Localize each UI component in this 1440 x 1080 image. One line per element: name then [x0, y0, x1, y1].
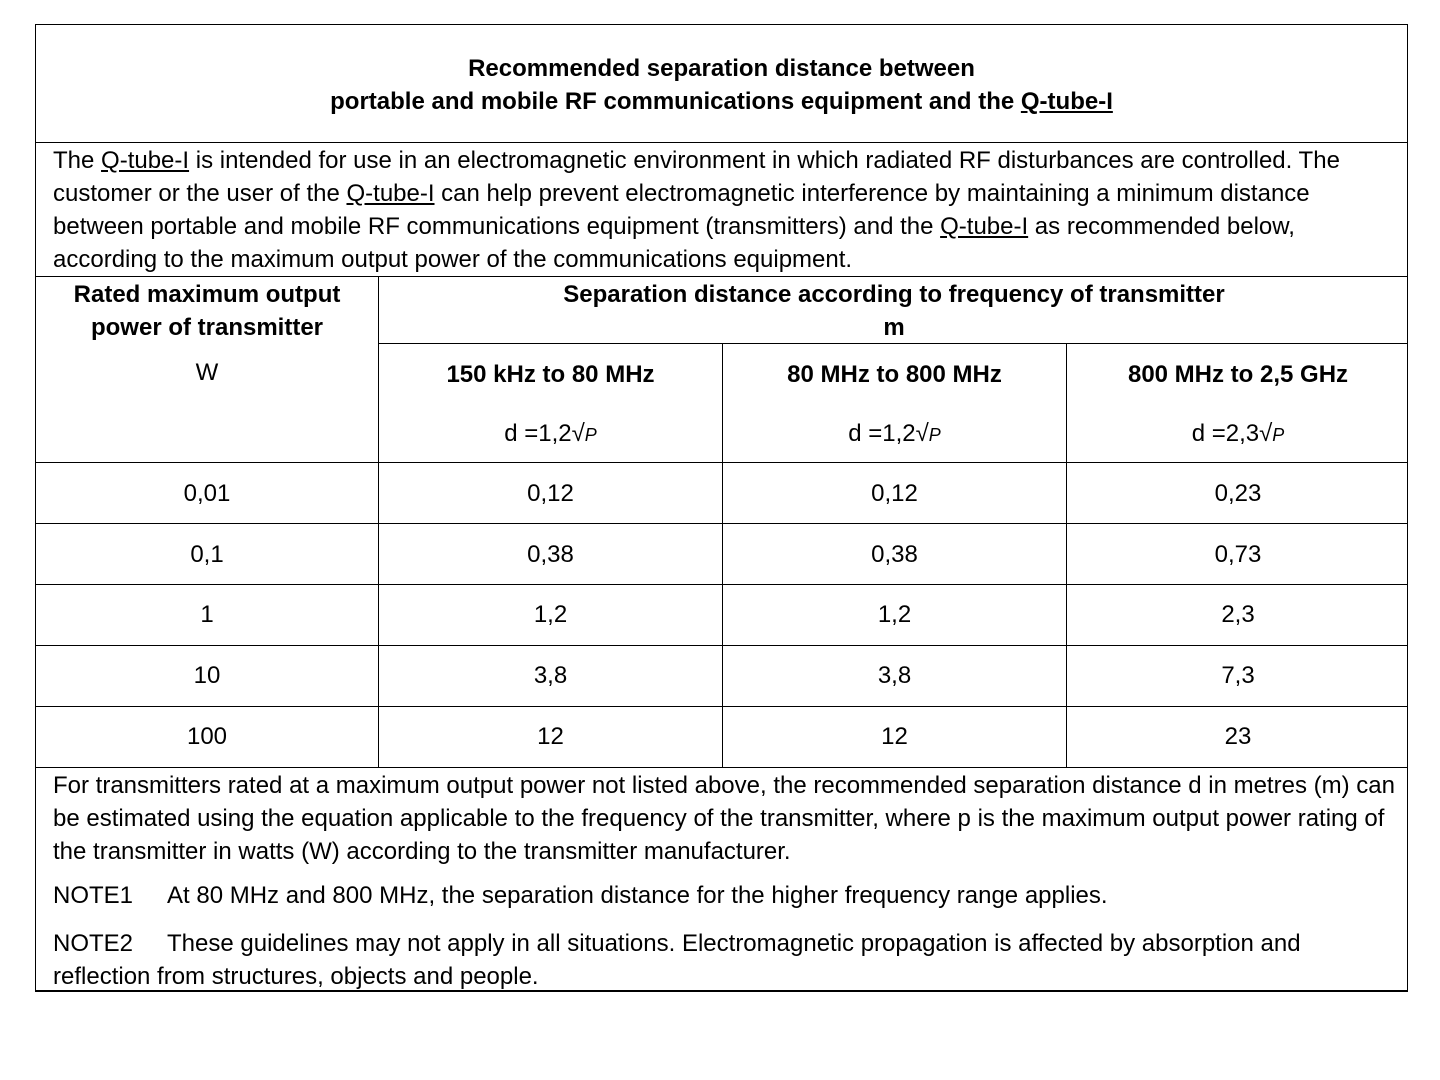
divider	[36, 142, 1407, 143]
distance-cell-band-2: 0,12	[871, 480, 918, 507]
distance-cell-band-1: 1,2	[533, 601, 568, 628]
note-2-text: These guidelines may not apply in all situations. Electromagnetic propagation is affected by absorption and reflection from structures, objects and people.	[53, 930, 1301, 990]
distance-cell-band-3: 23	[1224, 723, 1252, 750]
intro-paragraph	[53, 144, 1395, 276]
distance-cell-band-3: 0,73	[1214, 541, 1262, 568]
title-device-name: Q-tube-I	[1020, 88, 1113, 115]
sqrt-symbol: √	[571, 420, 585, 447]
distance-cell-band-1: 0,12	[527, 480, 574, 507]
distance-cell-band-3: 7,3	[1221, 662, 1255, 689]
power-cell: 0,1	[190, 541, 224, 568]
divider	[36, 767, 1407, 768]
title-line-2-text: portable and mobile RF communications equipment and the	[330, 88, 1021, 115]
power-variable: P	[1272, 425, 1285, 445]
formula-prefix: d =1,2	[848, 420, 916, 447]
band-3-label: 800 MHz to 2,5 GHz	[1127, 361, 1349, 388]
power-cell: 100	[186, 723, 228, 750]
distance-cell-band-3: 2,3	[1221, 601, 1255, 628]
distance-group-header: Separation distance according to frequency of transmitter	[563, 281, 1225, 308]
power-variable: P	[584, 425, 597, 445]
distance-cell-band-3: 0,23	[1214, 480, 1262, 507]
band-1-formula	[379, 417, 722, 452]
column-divider	[1066, 343, 1067, 767]
formula-prefix: d =2,3	[1191, 420, 1260, 447]
distance-cell-band-2: 1,2	[877, 601, 912, 628]
column-divider	[378, 276, 379, 767]
separation-distance-table-document	[35, 24, 1408, 992]
intro-device-3: Q-tube-I	[940, 213, 1029, 240]
intro-text-3: can help prevent electromagnetic interference by maintaining a minimum distance between portable and mobile RF communications equipment (transmitters) and the	[53, 180, 1310, 240]
sqrt-symbol: √	[915, 420, 929, 447]
power-cell: 1	[200, 601, 214, 628]
formula-prefix: d =1,2	[504, 420, 572, 447]
power-cell: 0,01	[183, 480, 231, 507]
intro-device-2: Q-tube-I	[346, 180, 435, 207]
title-line-1: Recommended separation distance between	[468, 55, 975, 82]
distance-cell-band-1: 12	[537, 723, 564, 750]
distance-unit: m	[883, 314, 905, 341]
distance-cell-band-1: 0,38	[527, 541, 574, 568]
band-2-formula	[723, 417, 1066, 452]
band-3-formula	[1067, 417, 1409, 452]
note-1-label: NOTE1	[53, 882, 134, 909]
intro-text-4: as recommended below, according to the maximum output power of the communications equipment.	[53, 213, 1295, 273]
footer-paragraph: For transmitters rated at a maximum output power not listed above, the recommended separation distance d in metres (m) can be estimated using the equation applicable to the frequency of the transmitter, where p is the maximum output power rating of the transmitter in watts (W) according to the transmitter manufacturer.	[53, 772, 1395, 865]
title-line-2	[36, 85, 1407, 118]
power-cell: 10	[193, 662, 221, 689]
column-divider	[722, 343, 723, 767]
distance-cell-band-1: 3,8	[533, 662, 568, 689]
divider	[379, 343, 1407, 344]
note-1-text: At 80 MHz and 800 MHz, the separation distance for the higher frequency range applies.	[167, 882, 1108, 909]
intro-text-2: is intended for use in an electromagnetic environment in which radiated RF disturbances are controlled. The customer or the user of the	[53, 147, 1340, 207]
power-header-line-2: power of transmitter	[90, 314, 324, 341]
sqrt-symbol: √	[1259, 420, 1273, 447]
power-variable: P	[928, 425, 941, 445]
power-unit: W	[195, 359, 219, 386]
note-1	[53, 879, 1395, 912]
distance-cell-band-2: 0,38	[871, 541, 918, 568]
distance-cell-band-2: 12	[881, 723, 908, 750]
band-1-label: 150 kHz to 80 MHz	[446, 361, 655, 388]
power-header-line-1: Rated maximum output	[73, 281, 341, 308]
band-2-label: 80 MHz to 800 MHz	[787, 361, 1002, 388]
intro-text-1: The	[53, 147, 102, 174]
divider	[36, 276, 1407, 277]
distance-cell-band-2: 3,8	[877, 662, 912, 689]
note-2-label: NOTE2	[53, 930, 134, 957]
note-2	[53, 927, 1395, 993]
intro-device-1: Q-tube-I	[101, 147, 190, 174]
